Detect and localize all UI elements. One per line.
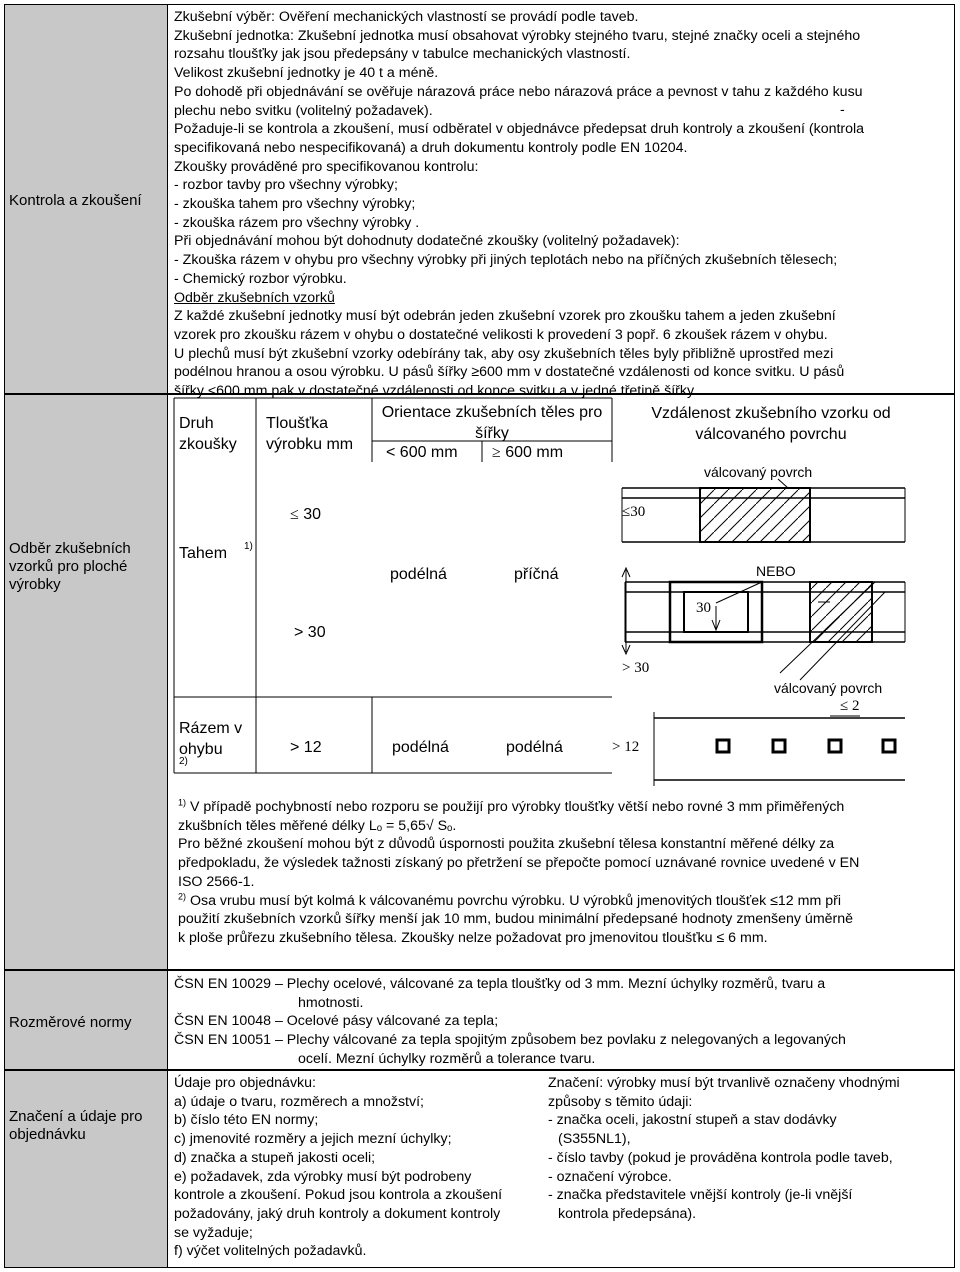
order-line: se vyžaduje; xyxy=(174,1224,253,1241)
text-line: Při objednávání mohou být dohodnuty dodatečné zkoušky (volitelný požadavek): xyxy=(174,233,680,250)
marking-line: - značka oceli, jakostní stupeň a stav dodávky xyxy=(548,1112,837,1129)
marking-line: kontrola předepsána). xyxy=(558,1205,697,1222)
section-label-odber: Odběr zkušebních vzorků pro ploché výrobky xyxy=(9,540,131,593)
text-line: - Chemický rozbor výrobku. xyxy=(174,270,347,287)
cell-razem-note: 2) xyxy=(179,756,188,767)
text-line: podélnou hranou a osou výrobku. U pásů šířky ≥600 mm v dostatečné vzdálenosti od konce svitku. U pásů xyxy=(174,364,845,381)
znaceni-text xyxy=(548,1074,900,1224)
norm-line: ČSN EN 10051 – Plechy válcované za tepla spojitým způsobem bez povlaku z nelegovaných a legovaných xyxy=(174,1032,846,1049)
cell-gt30: > 30 xyxy=(294,624,326,641)
note-line: Pro běžné zkoušení mohou být z důvodů úspornosti použita zkušební tělesa konstantní měřené délky za xyxy=(178,836,835,853)
norm-line: ocelí. Mezní úchylky rozměrů a tolerance tvaru. xyxy=(298,1050,596,1067)
note-marker: 2) xyxy=(178,890,187,901)
diagram-valcovany-povrch-bottom: válcovaný povrch xyxy=(774,680,883,696)
note-line xyxy=(178,798,859,817)
cell-le30-value: 30 xyxy=(303,506,322,523)
text-line: - zkouška rázem pro všechny výrobky . xyxy=(174,214,420,231)
header-orientace: Orientace zkušebních těles pro šířky xyxy=(381,404,603,442)
section-label-box-znaceni xyxy=(4,1070,168,1268)
header-lt600: < 600 mm xyxy=(386,444,458,461)
dash-mark: - xyxy=(840,102,845,118)
sampling-notes xyxy=(178,798,859,948)
cell-gt12: > 12 xyxy=(290,739,322,756)
header-tloustka: Tloušťka výrobku mm xyxy=(266,415,354,453)
norm-line: hmotnosti. xyxy=(298,994,364,1011)
section-label-znaceni: Značení a údaje pro objednávku xyxy=(9,1108,143,1143)
text-line: Požaduje-li se kontrola a zkoušení, musí odběratel v objednávce předepsat druh kontroly a zkoušení (kontrola xyxy=(174,121,865,138)
order-line: požadovány, jaký druh kontroly a dokument kontroly xyxy=(174,1205,501,1222)
order-line: e) požadavek, zda výrobky musí být podrobeny xyxy=(174,1168,472,1185)
order-line: kontrole a zkoušení. Pokud jsou kontrola a zkoušení xyxy=(174,1187,503,1204)
section-label-rozmerove: Rozměrové normy xyxy=(9,1014,132,1031)
less-equal-icon: ≤ xyxy=(622,504,631,520)
text-line: Zkušební výběr: Ověření mechanických vlastností se provádí podle taveb. xyxy=(174,9,639,25)
diagram-30: 30 xyxy=(696,600,711,616)
note-marker: 1) xyxy=(178,797,187,808)
diagram-le2 xyxy=(840,698,859,715)
order-line: c) jmenovité rozměry a jejich mezní úchylky; xyxy=(174,1131,452,1148)
header-druh-zkousky: Druh zkoušky xyxy=(179,415,237,453)
text-line: - zkouška tahem pro všechny výrobky; xyxy=(174,196,416,213)
text-line: Po dohodě při objednávání se ověřuje nárazová práce nebo nárazová práce a pevnost v tahu z každého kusu xyxy=(174,83,863,100)
cell-tahem-note: 1) xyxy=(244,541,253,552)
note-line: ISO 2566-1. xyxy=(178,873,255,890)
note-line: k ploše průřezu zkušebního tělesa. Zkoušky nelze požadovat pro jmenovitou tloušťku ≤ 6 mm. xyxy=(178,929,768,946)
text-line: Z každé zkušební jednotky musí být odebrán jeden zkušební vzorek pro zkoušku tahem a jeden zkušební xyxy=(174,308,836,325)
diagram-nebo: NEBO xyxy=(756,563,796,579)
order-line: b) číslo této EN normy; xyxy=(174,1112,319,1129)
cell-podelna: podélná xyxy=(390,566,447,583)
cell-pricna: příčná xyxy=(514,566,559,583)
diagram-valcovany-povrch-top: válcovaný povrch xyxy=(704,464,813,480)
note-text: V případě pochybností nebo rozporu se použijí pro výrobky tloušťky větší nebo rovné 3 mm přiměřených xyxy=(189,799,845,815)
text-line: vzorek pro zkoušku rázem v ohybu o dostatečné velikosti k provedení 3 popř. 6 zkoušek rázem v ohybu. xyxy=(174,326,828,343)
header-ge600-value: 600 mm xyxy=(505,444,564,461)
marking-line: - značka představitele vnější kontroly (je-li vnější xyxy=(548,1187,853,1204)
order-line: d) značka a stupeň jakosti oceli; xyxy=(174,1149,376,1166)
cell-podelna-razem-1: podélná xyxy=(392,739,449,756)
text-line: Zkušební jednotka: Zkušební jednotka musí obsahovat výrobky stejného tvaru, stejné značky oceli a stejného xyxy=(174,27,861,44)
text-line: Zkoušky prováděné pro specifikovanou kontrolu: xyxy=(174,158,479,175)
text-line: plechu nebo svitku (volitelný požadavek). xyxy=(174,102,433,119)
header-vzdalenost: Vzdálenost zkušebního vzorku od válcovaného povrchu xyxy=(651,405,891,443)
text-line: šířky <600 mm pak v dostatečné vzdálenosti od konce svitku a v jedné třetině šířky. xyxy=(174,383,697,400)
order-line: f) výčet volitelných požadavků. xyxy=(174,1243,367,1260)
section-label-kontrola: Kontrola a zkoušení xyxy=(9,192,142,209)
marking-line: způsoby s těmito údaji: xyxy=(548,1093,693,1110)
marking-line: - označení výrobce. xyxy=(548,1168,672,1185)
cell-podelna-razem-2: podélná xyxy=(506,739,563,756)
diagram-le30-value: 30 xyxy=(630,504,646,520)
text-line: specifikovaná nebo nespecifikovaná) a druh dokumentu kontroly podle EN 10204. xyxy=(174,139,688,156)
diagram-gt30: > 30 xyxy=(622,660,650,676)
text-line: Velikost zkušební jednotky je 40 t a méně. xyxy=(174,65,439,82)
order-line: Údaje pro objednávku: xyxy=(174,1075,316,1091)
marking-line: (S355NL1), xyxy=(558,1131,631,1148)
cell-razem: Rázem v ohybu xyxy=(179,720,243,758)
greater-equal-icon: ≥ xyxy=(492,444,501,461)
rozmerove-normy-text xyxy=(174,975,846,1069)
order-line: a) údaje o tvaru, rozměrech a množství; xyxy=(174,1093,424,1110)
note-line: použití zkušebních vzorků šířky menší jak 10 mm, budou minimální předepsané hodnoty zmenšeny úměrně xyxy=(178,911,854,928)
marking-line: - číslo tavby (pokud je prováděna kontrola podle taveb, xyxy=(548,1149,893,1166)
diagram-le30 xyxy=(622,504,645,521)
norm-line: ČSN EN 10048 – Ocelové pásy válcované za tepla; xyxy=(174,1013,499,1030)
text-line: - Zkouška rázem v ohybu pro všechny výrobky při jiných teplotách nebo na příčných zkušebních tělesech; xyxy=(174,252,838,269)
text-line: - rozbor tavby pro všechny výrobky; xyxy=(174,177,398,194)
marking-line: Značení: výrobky musí být trvanlivě označeny vhodnými xyxy=(548,1075,900,1091)
objednavka-text xyxy=(174,1074,502,1261)
note-line xyxy=(178,892,859,911)
less-equal-icon: ≤ xyxy=(290,506,299,523)
note-line: předpokladu, že výsledek tažnosti získaný po přetržení se přepočte pomocí uznávané rovnice uvedené v EN xyxy=(178,855,860,872)
text-line: Odběr zkušebních vzorků xyxy=(174,289,335,306)
text-line: U plechů musí být zkušební vzorky odebírány tak, aby osy zkušebních těles byly přibližně uprostřed mezi xyxy=(174,345,834,362)
cell-tahem-label: Tahem xyxy=(179,545,228,562)
note-text: Osa vrubu musí být kolmá k válcovanému povrchu výrobku. U výrobků jmenovitých tloušťek ≤12 mm při xyxy=(189,892,841,909)
less-equal-icon: ≤ xyxy=(840,698,849,714)
diagram-le2-value: 2 xyxy=(851,698,860,714)
note-line: zkušbních těles měřené délky Lₒ = 5,65√ Sₒ. xyxy=(178,817,457,834)
norm-line: ČSN EN 10029 – Plechy ocelové, válcované za tepla tloušťky od 3 mm. Mezní úchylky rozměrů, tvaru a xyxy=(174,976,826,992)
diagram-gt12: > 12 xyxy=(612,739,640,755)
text-line: rozsahu tloušťky jak jsou předepsány v tabulce mechanických vlastností. xyxy=(174,46,631,63)
